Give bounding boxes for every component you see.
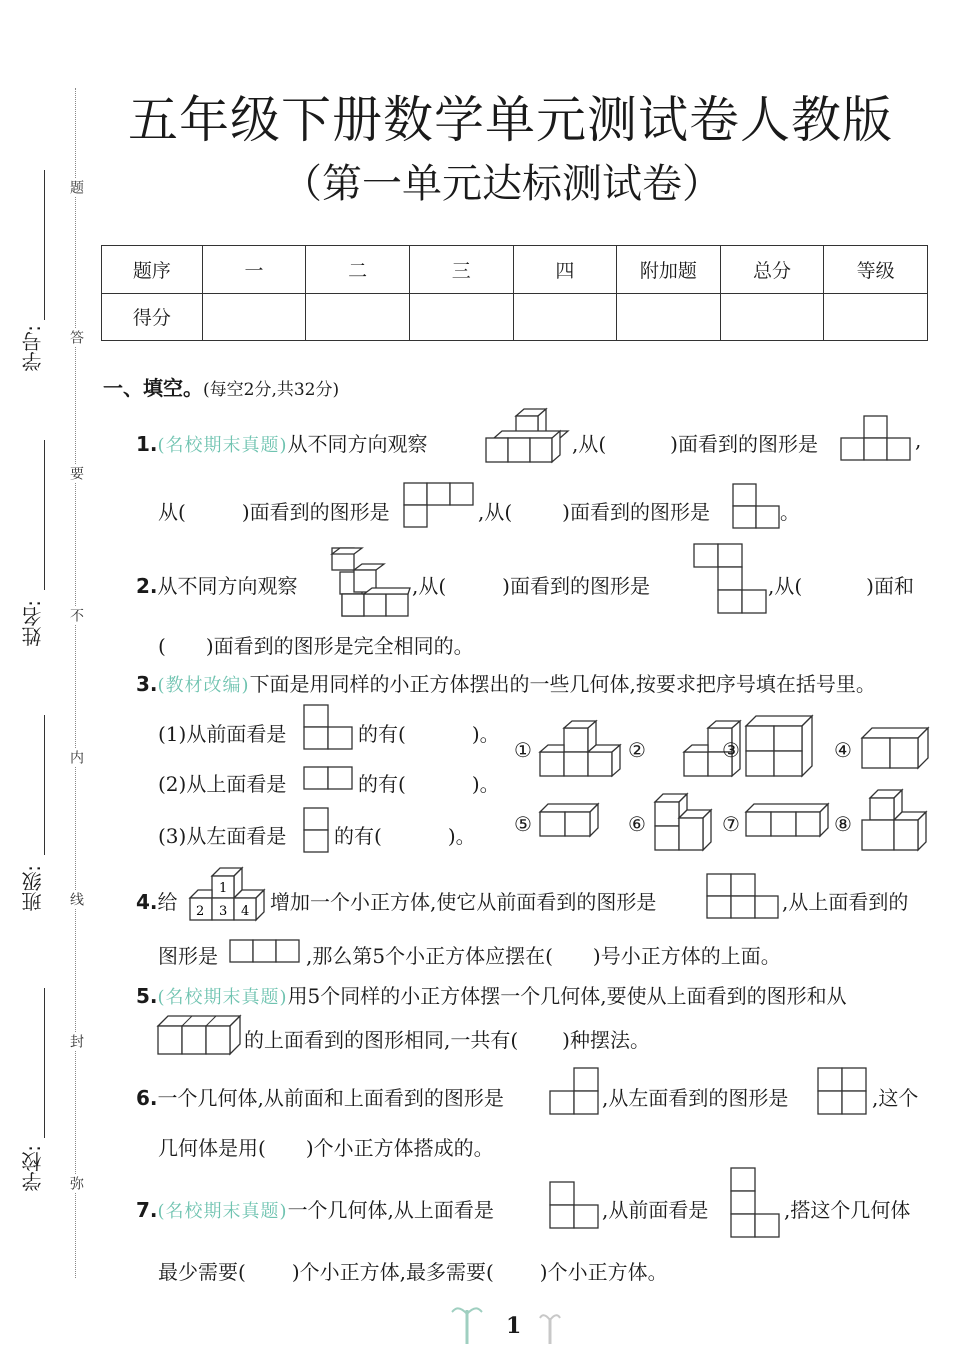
plant-decoration-icon: [540, 1310, 560, 1344]
q1-view-c: [733, 484, 781, 530]
header-cell: 等级: [824, 246, 928, 294]
school-label: 学校:: [21, 1145, 45, 1192]
name-label: 姓名:: [21, 600, 45, 647]
seal-char: 线: [68, 892, 84, 906]
score-cell[interactable]: [617, 293, 721, 341]
question-tag: (教材改编): [157, 675, 250, 696]
question-text: 的有(: [358, 772, 406, 796]
question-text: 几何体是用(: [158, 1136, 266, 1160]
question-text: )。: [471, 722, 500, 746]
question-text: ,从(: [572, 432, 607, 456]
q7-front-view: [731, 1168, 781, 1240]
question-text: 从(: [158, 500, 186, 524]
question-text: 一个几何体,从前面和上面看到的图形是: [157, 1086, 504, 1110]
q3-sub2b: [358, 768, 500, 797]
question-text: (: [158, 634, 166, 658]
question-number: 6.: [136, 1086, 158, 1110]
score-cell[interactable]: [513, 293, 617, 341]
question-tag: (名校期末真题): [157, 987, 288, 1008]
question-text: )种摆法。: [562, 1028, 650, 1052]
score-cell[interactable]: [306, 293, 410, 341]
question-number: 4.: [136, 890, 158, 914]
question-text: )个小正方体,最多需要(: [291, 1260, 494, 1284]
figure-marker-4: ④: [834, 738, 852, 762]
section-score-note: (每空2分,共32分): [203, 380, 340, 400]
question-text: )面和: [866, 574, 914, 598]
question-text: 最少需要(: [158, 1260, 246, 1284]
class-line: [44, 715, 45, 855]
score-cell[interactable]: [409, 293, 513, 341]
q2-view: [694, 544, 768, 616]
question-text: 下面是用同样的小正方体摆出的一些几何体,按要求把序号填在括号里。: [249, 672, 876, 696]
q6-line1: [136, 1082, 504, 1111]
figure-marker-8: ⑧: [834, 812, 852, 836]
score-header-row: [102, 246, 928, 294]
question-text: )面看到的图形是: [670, 432, 818, 456]
score-cell[interactable]: [824, 293, 928, 341]
question-text: 一个几何体,从上面看是: [287, 1198, 494, 1222]
question-text: 从不同方向观察: [287, 432, 428, 456]
class-label: 班级:: [21, 865, 45, 912]
q7-line1: [136, 1194, 494, 1223]
question-number: 2.: [136, 574, 158, 598]
q3-sub1: [158, 718, 286, 747]
question-text: ,: [915, 428, 922, 452]
question-text: )面看到的图形是: [502, 574, 650, 598]
q7-top-view: [550, 1182, 600, 1230]
question-text: )个小正方体搭成的。: [305, 1136, 494, 1160]
question-text: )个小正方体。: [539, 1260, 668, 1284]
q2-solid-figure: [332, 548, 410, 618]
q1-line2b: [478, 496, 710, 525]
question-text: ,搭这个几何体: [784, 1198, 911, 1222]
score-row-label: 得分: [102, 293, 203, 341]
q3-figure-7: [746, 804, 832, 840]
q4-line2b: [306, 940, 781, 969]
question-number: 3.: [136, 672, 158, 696]
q6-view-a: [550, 1068, 600, 1116]
question-text: 用5个同样的小正方体摆一个几何体,要使从上面看到的图形和从: [287, 984, 847, 1008]
cube-number-label: 4: [241, 904, 250, 919]
question-text: 从不同方向观察: [157, 574, 298, 598]
question-text: 增加一个小正方体,使它从前面看到的图形是: [270, 890, 657, 914]
question-number: 7.: [136, 1198, 158, 1222]
q6-view-b: [818, 1068, 868, 1116]
q7-line2: [158, 1256, 668, 1285]
student-id-line: [44, 170, 45, 320]
q4-line1: [136, 886, 178, 915]
seal-char: 答: [68, 330, 84, 344]
q2-line1c: [768, 570, 914, 599]
figure-marker-1: ①: [514, 738, 532, 762]
figure-marker-5: ⑤: [514, 812, 532, 836]
figure-marker-6: ⑥: [628, 812, 646, 836]
question-text: 的有(: [358, 722, 406, 746]
q3-sub2-view: [304, 767, 354, 791]
q3-figure-1: [540, 718, 630, 778]
section-heading: [103, 372, 339, 401]
q3-figure-5: [540, 804, 602, 840]
q1-view-b: [404, 483, 476, 529]
student-id-label: 学号:: [21, 325, 45, 372]
q5-line1: [136, 980, 847, 1009]
page-number: 1: [506, 1313, 522, 1339]
q1-line2: [158, 496, 390, 525]
figure-marker-3: ③: [722, 738, 740, 762]
question-text: ,从前面看是: [602, 1198, 709, 1222]
q1-line1b: [572, 428, 818, 457]
seal-line: [75, 88, 76, 1278]
question-text: ,那么第5个小正方体应摆在(: [306, 944, 553, 968]
header-cell: 题序: [102, 246, 203, 294]
question-text: ,这个: [872, 1086, 919, 1110]
q3-figure-4: [862, 728, 932, 770]
question-number: 5.: [136, 984, 158, 1008]
cube-number-label: 2: [196, 904, 205, 919]
q2-line2: [158, 630, 474, 659]
name-line: [44, 440, 45, 590]
question-text: ,从(: [412, 574, 447, 598]
q3-figure-3: [746, 716, 816, 778]
question-number: 1.: [136, 432, 158, 456]
q3-line1: [136, 668, 876, 697]
q6-line2: [158, 1132, 494, 1161]
seal-char: 内: [68, 750, 84, 764]
question-tag: (名校期末真题): [157, 435, 288, 456]
score-row: [102, 293, 928, 341]
q4-numbered-figure: [186, 868, 266, 928]
seal-char: 弥: [68, 1176, 84, 1190]
q1-line1: [136, 428, 428, 457]
q3-figure-8: [862, 790, 930, 852]
q2-line1: [136, 570, 298, 599]
q5-line2: [244, 1024, 650, 1053]
q4-top-view: [230, 940, 302, 964]
question-text: (1)从前面看是: [158, 722, 287, 746]
question-text: )面看到的图形是: [562, 500, 710, 524]
question-text: ,从(: [478, 500, 513, 524]
header-cell: 附加题: [617, 246, 721, 294]
school-line: [44, 988, 45, 1138]
figure-marker-7: ⑦: [722, 812, 740, 836]
seal-char: 要: [68, 466, 84, 480]
cube-number-label: 3: [219, 904, 228, 919]
header-cell: 二: [306, 246, 410, 294]
plant-decoration-icon: [452, 1300, 482, 1344]
question-tag: (名校期末真题): [157, 1201, 288, 1222]
q3-sub3: [158, 820, 286, 849]
q1-view-a: [841, 416, 911, 462]
question-text: )面看到的图形是: [241, 500, 390, 524]
question-text: 给: [157, 890, 178, 914]
score-cell[interactable]: [720, 293, 824, 341]
header-cell: 总分: [720, 246, 824, 294]
q3-sub1-view: [304, 705, 354, 751]
figure-marker-2: ②: [628, 738, 646, 762]
question-text: ,从左面看到的图形是: [602, 1086, 789, 1110]
seal-char: 题: [68, 180, 84, 194]
question-text: 的上面看到的图形相同,一共有(: [244, 1028, 519, 1052]
seal-char: 封: [68, 1034, 84, 1048]
q3-figure-6: [655, 794, 717, 850]
header-cell: 四: [513, 246, 617, 294]
seal-char: 不: [68, 608, 84, 622]
score-table: [101, 245, 928, 341]
question-text: ,从上面看到的: [782, 890, 909, 914]
q3-sub1b: [358, 718, 500, 747]
question-text: )。: [471, 772, 500, 796]
question-text: )面看到的图形是完全相同的。: [205, 634, 474, 658]
page-title: 五年级下册数学单元测试卷人教版: [128, 91, 893, 149]
header-cell: 三: [409, 246, 513, 294]
question-text: 。: [780, 500, 800, 524]
section-title: 一、填空。: [103, 376, 203, 400]
question-text: )号小正方体的上面。: [592, 944, 781, 968]
q5-solid-figure: [158, 1016, 242, 1056]
question-text: (3)从左面看是: [158, 824, 287, 848]
header-cell: 一: [202, 246, 306, 294]
q2-line1b: [412, 570, 650, 599]
question-text: (2)从上面看是: [158, 772, 287, 796]
question-text: )。: [447, 824, 476, 848]
cube-number-label: 1: [219, 881, 228, 896]
question-text: 的有(: [334, 824, 382, 848]
question-text: 图形是: [158, 944, 218, 968]
question-text: ,从(: [768, 574, 803, 598]
q4-front-view: [707, 874, 779, 920]
q3-sub2: [158, 768, 286, 797]
page-subtitle: （第一单元达标测试卷）: [282, 161, 722, 207]
q3-sub3b: [334, 820, 476, 849]
score-cell[interactable]: [202, 293, 306, 341]
q1-solid-figure: [486, 408, 571, 470]
q3-sub3-view: [304, 808, 330, 854]
